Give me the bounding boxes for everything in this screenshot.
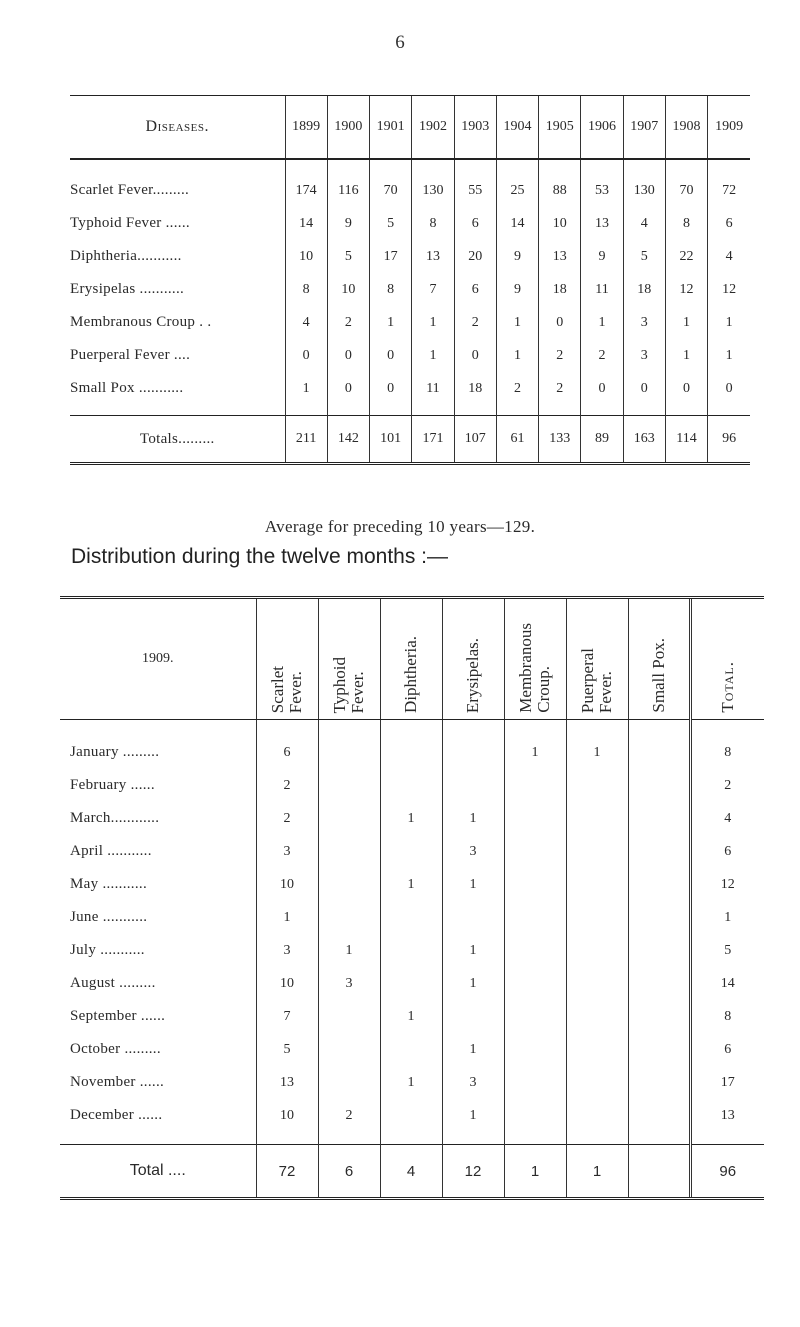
month-name: January ......... (70, 744, 160, 760)
disease-count: 3 (623, 306, 665, 339)
month-name: March............ (70, 810, 160, 826)
disease-count: 4 (623, 207, 665, 240)
month-count: 6 (256, 720, 318, 770)
disease-count: 2 (496, 372, 538, 416)
year-total: 133 (539, 416, 581, 464)
month-count (566, 1066, 628, 1099)
month-row (60, 901, 764, 934)
month-count (504, 967, 566, 1000)
month-count (504, 934, 566, 967)
month-count (318, 868, 380, 901)
disease-count: 18 (539, 273, 581, 306)
disease-count: 9 (327, 207, 369, 240)
disease-count: 130 (412, 159, 454, 207)
disease-count: 0 (539, 306, 581, 339)
month-name: June ........... (70, 909, 148, 925)
month-row (60, 1099, 764, 1145)
month-count (504, 1066, 566, 1099)
month-count (628, 1033, 690, 1066)
disease-count: 8 (412, 207, 454, 240)
year-header-1905: 1905 (539, 96, 581, 160)
month-name: July ........... (70, 942, 145, 958)
disease-count: 130 (623, 159, 665, 207)
year-total: 61 (496, 416, 538, 464)
year-header-1908: 1908 (665, 96, 707, 160)
month-count (504, 1099, 566, 1145)
column-total: 6 (318, 1145, 380, 1199)
month-count (504, 901, 566, 934)
month-count (566, 901, 628, 934)
disease-count: 1 (370, 306, 412, 339)
month-total: 17 (690, 1066, 764, 1099)
month-count (380, 967, 442, 1000)
disease-count: 1 (665, 306, 707, 339)
column-total: 4 (380, 1145, 442, 1199)
month-count: 3 (318, 967, 380, 1000)
column-header-line: Typhoid (330, 656, 350, 713)
year-total: 107 (454, 416, 496, 464)
disease-count: 5 (327, 240, 369, 273)
year-total: 211 (285, 416, 327, 464)
monthly-distribution-table (60, 596, 764, 1200)
month-row (60, 934, 764, 967)
disease-count: 18 (623, 273, 665, 306)
month-count: 2 (318, 1099, 380, 1145)
month-count: 5 (256, 1033, 318, 1066)
column-header-line: Croup. (534, 666, 553, 713)
disease-count: 1 (496, 306, 538, 339)
disease-count: 13 (412, 240, 454, 273)
month-count (566, 835, 628, 868)
disease-count: 10 (327, 273, 369, 306)
column-header-line: Scarlet (268, 665, 288, 713)
disease-count: 5 (623, 240, 665, 273)
disease-count: 2 (327, 306, 369, 339)
month-count: 1 (318, 934, 380, 967)
month-count (504, 769, 566, 802)
disease-count: 7 (412, 273, 454, 306)
distribution-heading: Distribution during the twelve months :— (71, 545, 449, 568)
month-count (566, 934, 628, 967)
disease-count: 17 (370, 240, 412, 273)
column-header-text (719, 661, 737, 713)
column-header (442, 598, 504, 720)
month-count: 13 (256, 1066, 318, 1099)
month-count: 10 (256, 1099, 318, 1145)
month-count: 2 (256, 769, 318, 802)
column-header-text (579, 648, 615, 713)
month-count: 7 (256, 1000, 318, 1033)
column-header (318, 598, 380, 720)
disease-row (70, 372, 750, 416)
month-count (628, 720, 690, 770)
year-total: 163 (623, 416, 665, 464)
disease-count: 1 (581, 306, 623, 339)
month-count: 10 (256, 868, 318, 901)
month-count (318, 1000, 380, 1033)
disease-count: 53 (581, 159, 623, 207)
disease-count: 10 (539, 207, 581, 240)
disease-count: 22 (665, 240, 707, 273)
disease-count: 70 (665, 159, 707, 207)
disease-count: 0 (370, 372, 412, 416)
disease-count: 10 (285, 240, 327, 273)
disease-count: 20 (454, 240, 496, 273)
month-count (442, 720, 504, 770)
disease-count: 0 (581, 372, 623, 416)
month-row (60, 1000, 764, 1033)
month-count: 1 (380, 1000, 442, 1033)
disease-count: 14 (285, 207, 327, 240)
month-count (318, 901, 380, 934)
disease-row (70, 207, 750, 240)
disease-name: Scarlet Fever......... (70, 182, 190, 198)
column-header-line: Fever. (348, 670, 367, 713)
month-count (442, 769, 504, 802)
month-count: 3 (256, 835, 318, 868)
month-count (380, 934, 442, 967)
month-count (566, 769, 628, 802)
month-count (628, 967, 690, 1000)
disease-count: 0 (370, 339, 412, 372)
month-count (628, 901, 690, 934)
month-total: 6 (690, 1033, 764, 1066)
column-total: 12 (442, 1145, 504, 1199)
totals-label: Totals......... (70, 416, 285, 464)
disease-name: Puerperal Fever .... (70, 347, 191, 363)
disease-count: 0 (285, 339, 327, 372)
disease-count: 116 (327, 159, 369, 207)
column-header-line: Fever. (286, 670, 305, 713)
column-header (504, 598, 566, 720)
monthly-table-header (60, 598, 764, 720)
month-count (504, 802, 566, 835)
month-count: 1 (442, 934, 504, 967)
month-count (380, 1099, 442, 1145)
page-number: 6 (395, 32, 405, 53)
disease-name: Typhoid Fever ...... (70, 215, 190, 231)
month-count (628, 802, 690, 835)
disease-count: 70 (370, 159, 412, 207)
month-count (318, 1066, 380, 1099)
month-count (380, 835, 442, 868)
disease-count: 174 (285, 159, 327, 207)
month-row (60, 1066, 764, 1099)
column-header-text (650, 638, 668, 713)
disease-count: 3 (623, 339, 665, 372)
year-header-1909: 1909 (708, 96, 750, 160)
month-count (442, 901, 504, 934)
disease-count: 1 (496, 339, 538, 372)
month-name: May ........... (70, 876, 147, 892)
column-header-line: Diphtheria. (401, 636, 421, 713)
disease-count: 6 (708, 207, 750, 240)
month-count (628, 934, 690, 967)
column-header-line: Fever. (596, 670, 615, 713)
month-count: 1 (380, 868, 442, 901)
year-total: 171 (412, 416, 454, 464)
month-count: 1 (442, 967, 504, 1000)
month-count (628, 1099, 690, 1145)
year-label: 1909. (60, 598, 256, 720)
column-header (690, 598, 764, 720)
month-count (442, 1000, 504, 1033)
month-count (380, 1033, 442, 1066)
diseases-table-header (70, 96, 750, 160)
month-name: November ...... (70, 1074, 165, 1090)
disease-count: 11 (412, 372, 454, 416)
month-count: 2 (256, 802, 318, 835)
disease-count: 12 (665, 273, 707, 306)
disease-count: 1 (412, 339, 454, 372)
month-total: 2 (690, 769, 764, 802)
month-count (318, 835, 380, 868)
year-total: 101 (370, 416, 412, 464)
month-count (566, 1099, 628, 1145)
month-count (566, 1000, 628, 1033)
disease-count: 6 (454, 207, 496, 240)
month-count (504, 868, 566, 901)
month-count: 3 (256, 934, 318, 967)
disease-name: Erysipelas ........... (70, 281, 185, 297)
month-count (628, 769, 690, 802)
month-total: 8 (690, 1000, 764, 1033)
disease-count: 0 (327, 339, 369, 372)
month-count (318, 1033, 380, 1066)
disease-count: 1 (708, 339, 750, 372)
disease-count: 12 (708, 273, 750, 306)
diseases-totals-row (70, 416, 750, 464)
month-count: 3 (442, 1066, 504, 1099)
disease-count: 55 (454, 159, 496, 207)
diseases-by-year-table (70, 95, 750, 465)
disease-count: 25 (496, 159, 538, 207)
disease-row (70, 159, 750, 207)
diseases-header-label: Diseases. (70, 96, 285, 160)
column-header-text (402, 636, 420, 713)
column-header-line: Total. (717, 661, 737, 713)
year-header-1900: 1900 (327, 96, 369, 160)
month-total: 12 (690, 868, 764, 901)
month-total: 1 (690, 901, 764, 934)
column-header (256, 598, 318, 720)
year-header-1906: 1906 (581, 96, 623, 160)
month-count (628, 835, 690, 868)
disease-count: 0 (665, 372, 707, 416)
column-header (628, 598, 690, 720)
column-total (628, 1145, 690, 1199)
month-count (628, 868, 690, 901)
column-total: 1 (504, 1145, 566, 1199)
disease-row (70, 273, 750, 306)
disease-count: 1 (412, 306, 454, 339)
year-header-1901: 1901 (370, 96, 412, 160)
year-total: 89 (581, 416, 623, 464)
column-header-line: Erysipelas. (463, 637, 483, 713)
year-total: 96 (708, 416, 750, 464)
month-count (380, 901, 442, 934)
disease-count: 8 (665, 207, 707, 240)
disease-count: 8 (370, 273, 412, 306)
month-count: 1 (380, 802, 442, 835)
month-count: 1 (566, 720, 628, 770)
month-count (566, 802, 628, 835)
month-total: 5 (690, 934, 764, 967)
disease-count: 9 (581, 240, 623, 273)
disease-count: 2 (539, 339, 581, 372)
month-total: 14 (690, 967, 764, 1000)
monthly-total-label: Total .... (60, 1145, 256, 1199)
disease-count: 0 (708, 372, 750, 416)
year-total: 114 (665, 416, 707, 464)
month-count (566, 1033, 628, 1066)
month-row (60, 967, 764, 1000)
disease-count: 18 (454, 372, 496, 416)
column-header-line: Membranous (516, 623, 536, 713)
month-count (504, 1033, 566, 1066)
monthly-totals-row (60, 1145, 764, 1199)
month-name: December ...... (70, 1107, 163, 1123)
disease-count: 4 (285, 306, 327, 339)
month-count (566, 868, 628, 901)
month-count (566, 967, 628, 1000)
month-row (60, 769, 764, 802)
column-header-line: Puerperal (578, 647, 598, 713)
disease-count: 2 (581, 339, 623, 372)
month-row (60, 802, 764, 835)
disease-count: 6 (454, 273, 496, 306)
column-total: 72 (256, 1145, 318, 1199)
month-count: 1 (256, 901, 318, 934)
disease-name: Membranous Croup . . (70, 314, 212, 330)
year-header-1903: 1903 (454, 96, 496, 160)
disease-count: 0 (454, 339, 496, 372)
month-count: 3 (442, 835, 504, 868)
month-count: 1 (442, 868, 504, 901)
month-name: September ...... (70, 1008, 166, 1024)
column-total: 1 (566, 1145, 628, 1199)
month-name: April ........... (70, 843, 152, 859)
grand-total: 96 (690, 1145, 764, 1199)
disease-row (70, 339, 750, 372)
month-count (380, 769, 442, 802)
month-count: 1 (442, 802, 504, 835)
month-row (60, 868, 764, 901)
month-total: 6 (690, 835, 764, 868)
disease-count: 0 (623, 372, 665, 416)
disease-count: 11 (581, 273, 623, 306)
year-total: 142 (327, 416, 369, 464)
disease-name: Diphtheria........... (70, 248, 182, 264)
month-count: 10 (256, 967, 318, 1000)
disease-count: 5 (370, 207, 412, 240)
month-count (318, 802, 380, 835)
month-count (628, 1066, 690, 1099)
disease-count: 1 (285, 372, 327, 416)
disease-count: 1 (708, 306, 750, 339)
disease-count: 2 (454, 306, 496, 339)
month-name: October ......... (70, 1041, 161, 1057)
disease-row (70, 240, 750, 273)
column-header (380, 598, 442, 720)
disease-count: 4 (708, 240, 750, 273)
disease-count: 0 (327, 372, 369, 416)
month-count (380, 720, 442, 770)
month-count: 1 (380, 1066, 442, 1099)
month-row (60, 835, 764, 868)
disease-count: 14 (496, 207, 538, 240)
month-count (628, 1000, 690, 1033)
month-count: 1 (504, 720, 566, 770)
month-count (318, 720, 380, 770)
disease-row (70, 306, 750, 339)
column-header-text (269, 666, 305, 713)
column-header-text (464, 638, 482, 713)
month-row (60, 1033, 764, 1066)
month-count (504, 1000, 566, 1033)
month-row (60, 720, 764, 770)
year-header-1902: 1902 (412, 96, 454, 160)
column-header (566, 598, 628, 720)
disease-count: 8 (285, 273, 327, 306)
year-header-1904: 1904 (496, 96, 538, 160)
year-header-1907: 1907 (623, 96, 665, 160)
average-note: Average for preceding 10 years—129. (264, 517, 536, 536)
column-header-text (331, 657, 367, 713)
disease-count: 72 (708, 159, 750, 207)
month-total: 13 (690, 1099, 764, 1145)
month-count: 1 (442, 1099, 504, 1145)
disease-count: 1 (665, 339, 707, 372)
column-header-text (517, 623, 553, 713)
year-header-1899: 1899 (285, 96, 327, 160)
disease-count: 13 (581, 207, 623, 240)
disease-count: 9 (496, 240, 538, 273)
disease-count: 9 (496, 273, 538, 306)
disease-name: Small Pox ........... (70, 380, 184, 396)
month-count: 1 (442, 1033, 504, 1066)
month-name: February ...... (70, 777, 155, 793)
disease-count: 13 (539, 240, 581, 273)
disease-count: 2 (539, 372, 581, 416)
column-header-line: Small Pox. (648, 638, 668, 713)
month-total: 8 (690, 720, 764, 770)
disease-count: 88 (539, 159, 581, 207)
month-total: 4 (690, 802, 764, 835)
month-name: August ......... (70, 975, 156, 991)
month-count (504, 835, 566, 868)
month-count (318, 769, 380, 802)
